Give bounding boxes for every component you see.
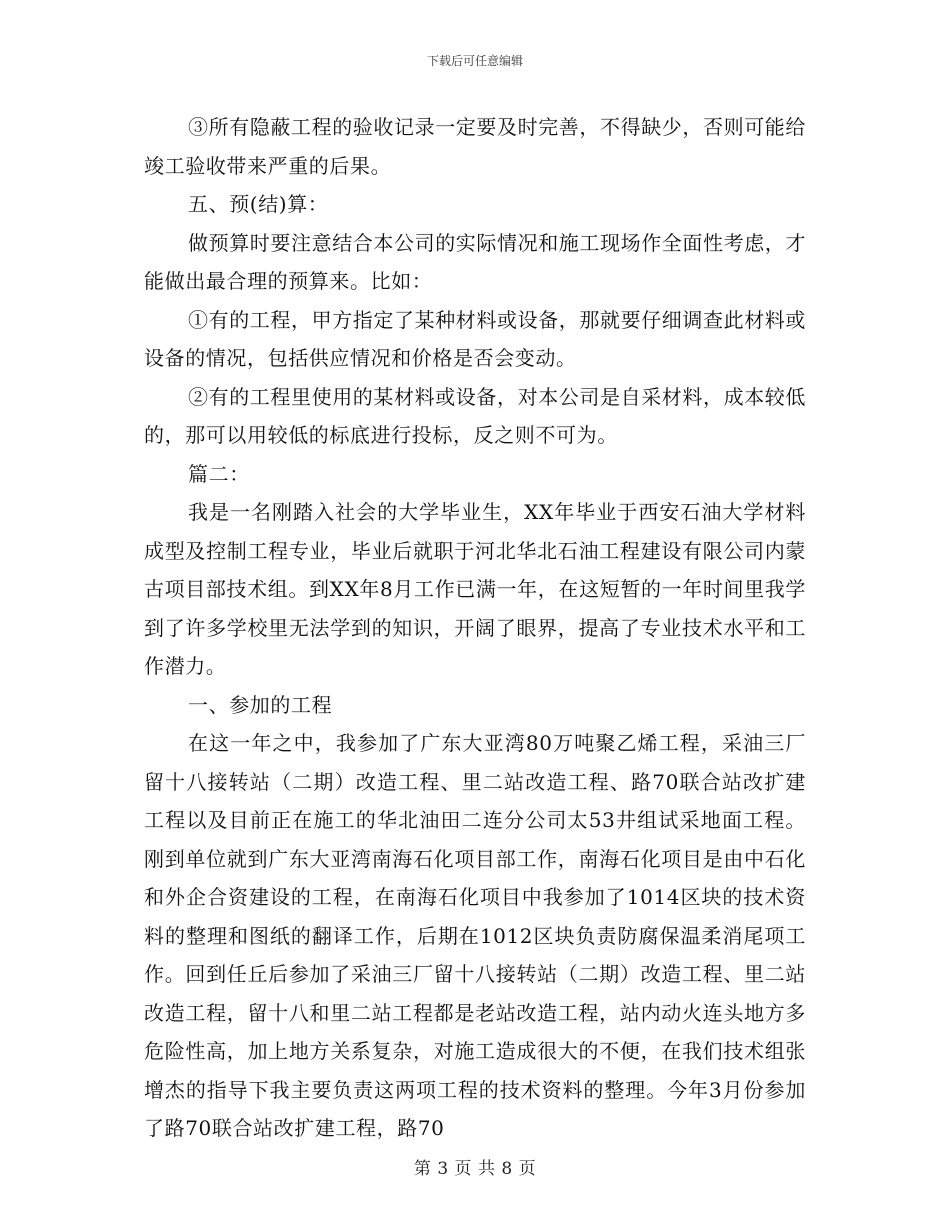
page-footer: 第 3 页 共 8 页 <box>413 1159 537 1179</box>
section-heading: 篇二： <box>188 461 250 486</box>
section-heading: 一、参加的工程 <box>188 692 333 717</box>
paragraph: 我是一名刚踏入社会的大学毕业生，XX年毕业于西安石油大学材料成型及控制工程专业，毕业后就职于河北华北石油工程建设有限公司内蒙古项目部技术组。到XX年8月工作已满一年，在这短暂的一年时间里我学到了许多学校里无法学到的知识，开阔了眼界，提高了专业技术水平和工作潜力。 <box>144 500 806 678</box>
document-body <box>144 108 806 1148</box>
paragraph: 在这一年之中，我参加了广东大亚湾80万吨聚乙烯工程，采油三厂留十八接转站（二期）改造工程、里二站改造工程、路70联合站改扩建工程以及目前正在施工的华北油田二连分公司太53井组试采地面工程。刚到单位就到广东大亚湾南海石化项目部工作，南海石化项目是由中石化和外企合资建设的工程，在南海石化项目中我参加了1014区块的技术资料的整理和图纸的翻译工作，后期在1012区块负责防腐保温柔消尾项工作。回到任丘后参加了采油三厂留十八接转站（二期）改造工程、里二站改造工程，留十八和里二站工程都是老站改造工程，站内动火连头地方多危险性高，加上地方关系复杂，对施工造成很大的不便，在我们技术组张增杰的指导下我主要负责这两项工程的技术资料的整理。今年3月份参加了路70联合站改扩建工程，路70 <box>144 731 806 1140</box>
paragraph: ②有的工程里使用的某材料或设备，对本公司是自采材料，成本较低的，那可以用较低的标底进行投标，反之则不可为。 <box>144 384 806 447</box>
paragraph: 做预算时要注意结合本公司的实际情况和施工现场作全面性考虑，才能做出最合理的预算来。比如： <box>144 230 806 293</box>
paragraph: ①有的工程，甲方指定了某种材料或设备，那就要仔细调查此材料或设备的情况，包括供应情况和价格是否会变动。 <box>144 307 806 370</box>
page-header: 下载后可任意编辑 <box>426 54 523 68</box>
paragraph: ③所有隐蔽工程的验收记录一定要及时完善，不得缺少，否则可能给竣工验收带来严重的后果。 <box>144 115 806 178</box>
section-heading: 五、预(结)算： <box>188 192 329 216</box>
